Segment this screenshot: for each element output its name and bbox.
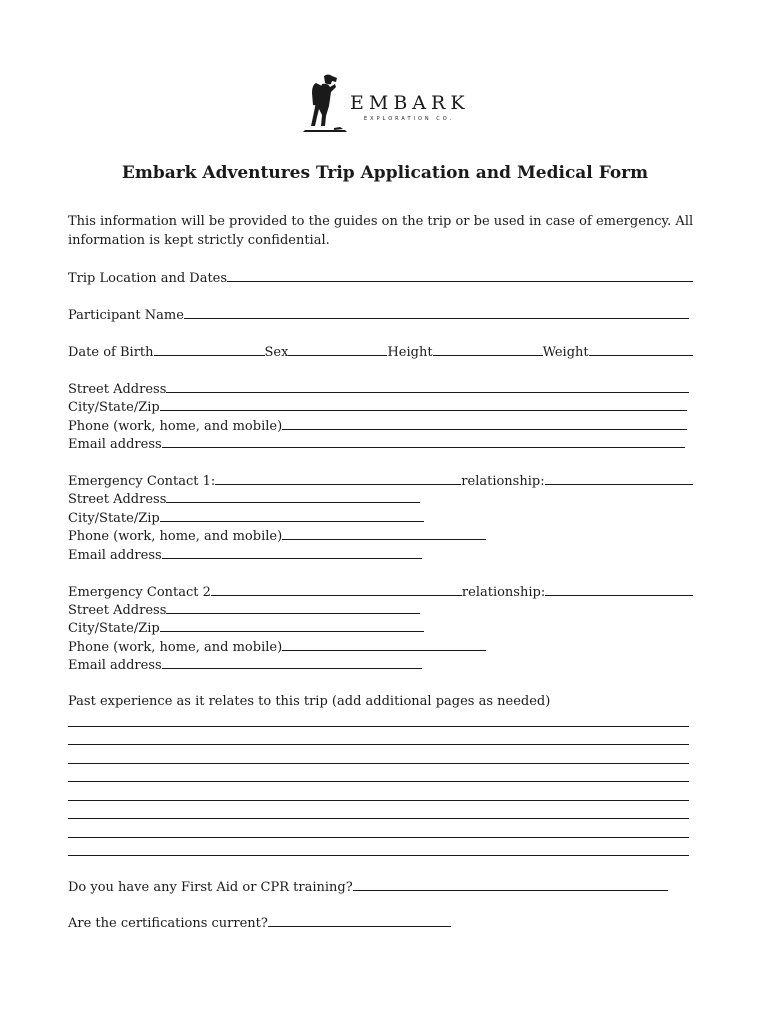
certifications-label: Are the certifications current? — [68, 916, 268, 931]
ec1-phone-label: Phone (work, home, and mobile) — [68, 529, 283, 544]
first-aid-input[interactable] — [353, 877, 668, 891]
participant-name-label: Participant Name — [68, 308, 184, 323]
email-input[interactable] — [162, 434, 685, 448]
phone-field[interactable] — [68, 416, 687, 435]
emergency-contact-2-row — [68, 582, 693, 601]
email-field[interactable] — [68, 434, 685, 453]
ec2-email-field[interactable] — [68, 655, 422, 674]
intro-paragraph: This information will be provided to the guides on the trip or be used in case of emergency. All information is kept strictly confidential. — [68, 214, 694, 248]
ec1-street-label: Street Address — [68, 492, 167, 507]
weight-input[interactable] — [589, 342, 693, 356]
weight-label: Weight — [542, 345, 589, 360]
trip-location-label: Trip Location and Dates — [68, 271, 228, 286]
ec1-phone-input[interactable] — [282, 526, 486, 540]
relationship-2-label: relationship: — [461, 585, 546, 600]
emergency-contact-1-label: Emergency Contact 1: — [68, 474, 216, 489]
ec1-phone-field[interactable] — [68, 526, 486, 545]
height-input[interactable] — [433, 342, 543, 356]
emergency-contact-2-input[interactable] — [211, 582, 462, 596]
ec1-street-input[interactable] — [166, 489, 420, 503]
ec2-street-field[interactable] — [68, 600, 420, 619]
city-state-zip-label: City/State/Zip — [68, 400, 160, 415]
ec2-street-input[interactable] — [166, 600, 420, 614]
logo-subtitle: EXPLORATION CO. — [364, 116, 455, 122]
ec2-email-input[interactable] — [162, 655, 422, 669]
ec2-street-label: Street Address — [68, 603, 167, 618]
first-aid-label: Do you have any First Aid or CPR training? — [68, 880, 353, 895]
ec2-city-field[interactable] — [68, 618, 424, 637]
relationship-2-input[interactable] — [545, 582, 693, 596]
ec1-city-label: City/State/Zip — [68, 511, 160, 526]
ec2-phone-field[interactable] — [68, 637, 486, 656]
dob-label: Date of Birth — [68, 345, 154, 360]
city-state-zip-field[interactable] — [68, 397, 687, 416]
experience-line[interactable] — [68, 818, 689, 819]
first-aid-field[interactable] — [68, 877, 668, 896]
experience-line[interactable] — [68, 800, 689, 801]
dob-input[interactable] — [154, 342, 265, 356]
city-state-zip-input[interactable] — [160, 397, 687, 411]
ec1-city-input[interactable] — [160, 508, 424, 522]
hiker-silhouette-icon — [302, 70, 350, 134]
experience-line[interactable] — [68, 726, 689, 727]
height-label: Height — [387, 345, 433, 360]
experience-line[interactable] — [68, 763, 689, 764]
ec1-email-label: Email address — [68, 548, 162, 563]
phone-label: Phone (work, home, and mobile) — [68, 419, 283, 434]
ec2-city-label: City/State/Zip — [68, 621, 160, 636]
past-experience-label: Past experience as it relates to this trip (add additional pages as needed) — [68, 694, 551, 709]
phone-input[interactable] — [282, 416, 687, 430]
trip-location-input[interactable] — [227, 268, 693, 282]
sex-label: Sex — [264, 345, 289, 360]
ec1-email-input[interactable] — [162, 545, 422, 559]
ec2-city-input[interactable] — [160, 618, 424, 632]
ec2-email-label: Email address — [68, 658, 162, 673]
ec1-email-field[interactable] — [68, 545, 422, 564]
sex-input[interactable] — [288, 342, 387, 356]
ec1-street-field[interactable] — [68, 489, 420, 508]
participant-name-input[interactable] — [184, 305, 689, 319]
certifications-input[interactable] — [268, 913, 451, 927]
experience-line[interactable] — [68, 781, 689, 782]
experience-line[interactable] — [68, 837, 689, 838]
dob-row — [68, 342, 693, 361]
ec1-city-field[interactable] — [68, 508, 424, 527]
form-title: Embark Adventures Trip Application and Medical Form — [121, 163, 649, 183]
street-address-input[interactable] — [166, 379, 689, 393]
street-address-field[interactable] — [68, 379, 689, 398]
ec2-phone-label: Phone (work, home, and mobile) — [68, 640, 283, 655]
experience-line[interactable] — [68, 855, 689, 856]
emergency-contact-2-label: Emergency Contact 2 — [68, 585, 211, 600]
email-label: Email address — [68, 437, 162, 452]
ec2-phone-input[interactable] — [282, 637, 486, 651]
participant-name-field[interactable] — [68, 305, 689, 324]
emergency-contact-1-input[interactable] — [215, 471, 461, 485]
street-address-label: Street Address — [68, 382, 167, 397]
logo-wordmark: EMBARK — [350, 92, 470, 114]
emergency-contact-1-row — [68, 471, 693, 490]
embark-logo — [302, 70, 472, 134]
relationship-1-input[interactable] — [545, 471, 693, 485]
trip-location-field[interactable] — [68, 268, 693, 287]
certifications-field[interactable] — [68, 913, 451, 932]
experience-line[interactable] — [68, 744, 689, 745]
relationship-1-label: relationship: — [461, 474, 545, 489]
